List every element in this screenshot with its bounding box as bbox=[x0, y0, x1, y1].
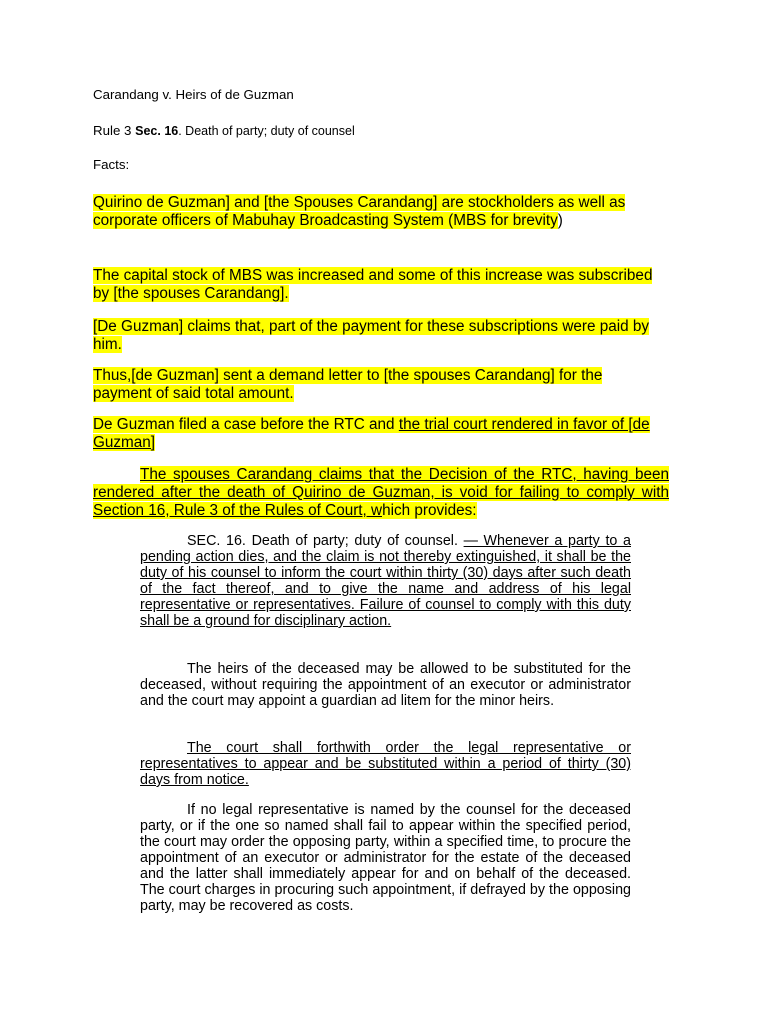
quote-paragraph-3 bbox=[140, 740, 631, 788]
quote-paragraph-4: If no legal representative is named by the counsel for the deceased party, or if the one so named shall fail to appear within the specified period, the court may order the opposing party, within a specified time, to procure the appointment of an executor or administrator for the estate of the deceased and the latter shall immediately appear for and on behalf of the deceased. The court charges in procuring such appointment, if defrayed by the opposing party, may be recovered as costs. bbox=[140, 802, 631, 914]
fact-5-text: De Guzman filed a case before the RTC and bbox=[93, 416, 399, 433]
fact-6-end: hich provides: bbox=[382, 502, 477, 519]
rule-section: Sec. 16 bbox=[135, 124, 179, 138]
fact-paragraph-5 bbox=[93, 416, 673, 452]
quote-1-body: — Whenever a party to a pending action dies, and the claim is not thereby extinguished, it shall be the duty of his counsel to inform the court within thirty (30) days after such death of the fact thereof, and to give the name and address of his legal representative or representatives. Failure of counsel to comply with this duty shall be a ground for disciplinary action. bbox=[140, 533, 631, 629]
rule-prefix: Rule 3 bbox=[93, 123, 136, 138]
quote-3-text: The court shall forthwith order the legal representative or representatives to appear and be substituted within a period of thirty (30) days from notice. bbox=[140, 740, 631, 788]
fact-paragraph-2 bbox=[93, 267, 653, 303]
rule-heading bbox=[93, 123, 355, 139]
quote-1-heading: SEC. 16. Death of party; duty of counsel. bbox=[187, 533, 464, 549]
fact-4-text: Thus,[de Guzman] sent a demand letter to [the spouses Carandang] for the payment of said total amount. bbox=[93, 367, 603, 402]
facts-label: Facts: bbox=[93, 157, 130, 172]
rule-suffix: . Death of party; duty of counsel bbox=[178, 124, 355, 138]
fact-6-claim: The spouses Carandang claims that the Decision of the RTC, having been rendered after the death of Quirino de Guzman, is void for failing to comply with Section 16, Rule 3 of the Rules of Court, w bbox=[93, 466, 669, 519]
fact-2-text: The capital stock of MBS was increased and some of this increase was subscribed by [the spouses Carandang]. bbox=[93, 267, 653, 302]
case-title: Carandang v. Heirs of de Guzman bbox=[93, 87, 294, 102]
fact-1-text: Quirino de Guzman] and [the Spouses Carandang] are stockholders as well as corporate officers of Mabuhay Broadcasting System (MBS for brevity bbox=[93, 194, 626, 229]
quote-paragraph-1 bbox=[140, 533, 631, 629]
fact-paragraph-3 bbox=[93, 318, 673, 354]
fact-paragraph-4 bbox=[93, 367, 653, 403]
fact-5-ruling: the trial court rendered in favor of [de Guzman] bbox=[93, 416, 650, 451]
fact-paragraph-6 bbox=[93, 466, 669, 520]
fact-3-text: [De Guzman] claims that, part of the payment for these subscriptions were paid by him. bbox=[93, 318, 650, 353]
fact-paragraph-1 bbox=[93, 194, 663, 230]
quote-paragraph-2: The heirs of the deceased may be allowed to be substituted for the deceased, without requiring the appointment of an executor or administrator and the court may appoint a guardian ad litem for the minor heirs. bbox=[140, 661, 631, 709]
fact-1-end: ) bbox=[557, 212, 563, 229]
